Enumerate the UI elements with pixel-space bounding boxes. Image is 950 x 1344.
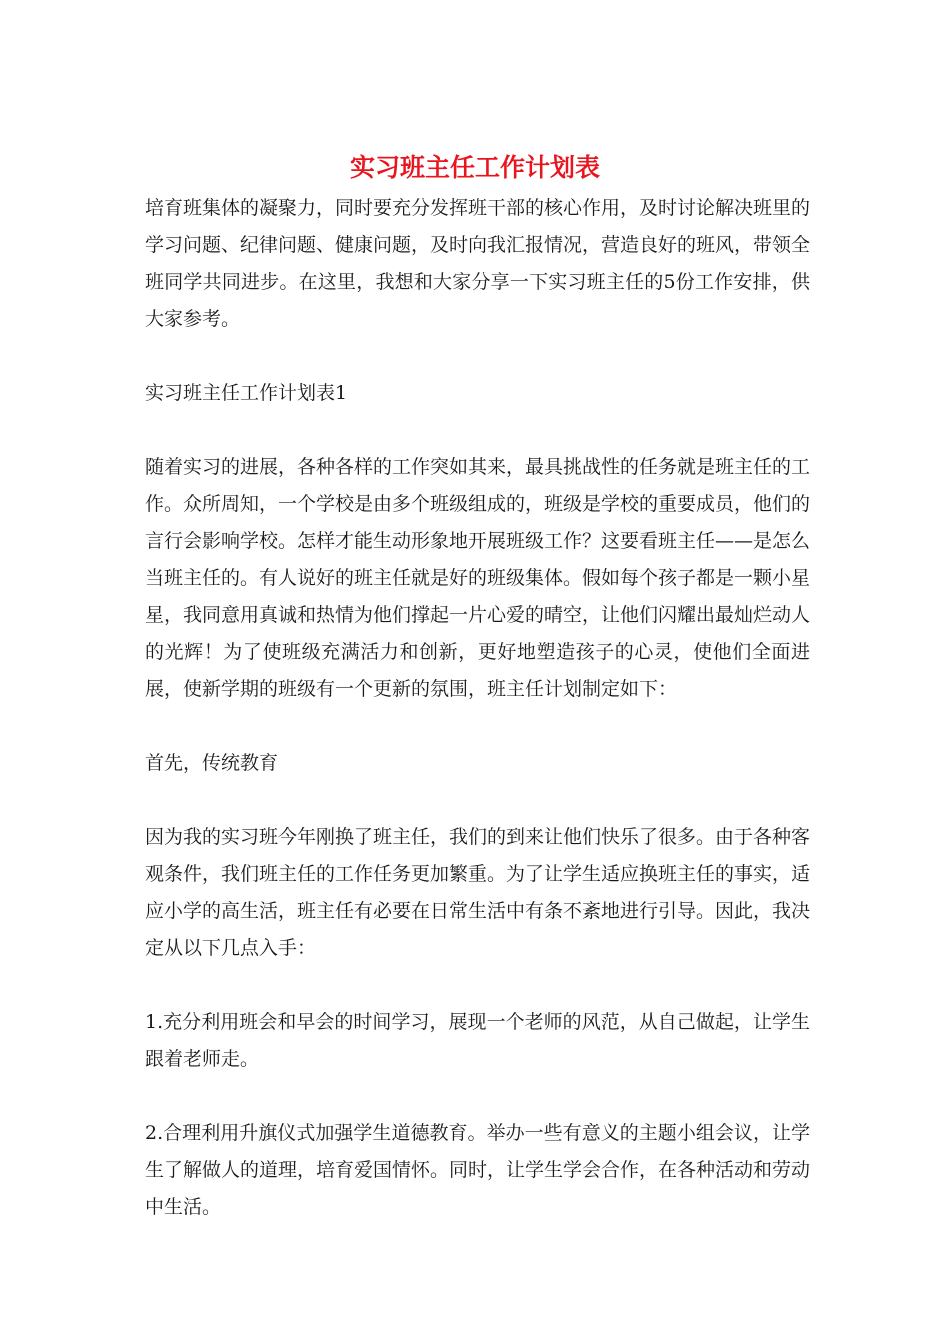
body-paragraph: 因为我的实习班今年刚换了班主任，我们的到来让他们快乐了很多。由于各种客观条件，我们班主任的工作任务更加繁重。为了让学生适应换班主任的事实，适应小学的高生活，班主任有必要在日常生活中有条不紊地进行引导。因此，我决定从以下几点入手： — [145, 826, 811, 959]
list-item: 2.合理利用升旗仪式加强学生道德教育。举办一些有意义的主题小组会议，让学生了解做人的道理，培育爱国情怀。同时，让学生学会合作，在各种活动和劳动中生活。 — [145, 1122, 811, 1218]
document-body — [145, 190, 810, 1263]
body-paragraph: 随着实习的进展，各种各样的工作突如其来，最具挑战性的任务就是班主任的工作。众所周知，一个学校是由多个班级组成的，班级是学校的重要成员，他们的言行会影响学校。怎样才能生动形象地开展班级工作？这要看班主任——是怎么当班主任的。有人说好的班主任就是好的班级集体。假如每个孩子都是一颗小星星，我同意用真诚和热情为他们撑起一片心爱的晴空，让他们闪耀出最灿烂动人的光辉！为了使班级充满活力和创新，更好地塑造孩子的心灵，使他们全面进展，使新学期的班级有一个更新的氛围，班主任计划制定如下： — [145, 456, 811, 700]
intro-paragraph: 培育班集体的凝聚力，同时要充分发挥班干部的核心作用，及时讨论解决班里的学习问题、纪律问题、健康问题，及时向我汇报情况，营造良好的班风，带领全班同学共同进步。在这里，我想和大家分享一下实习班主任的5份工作安排，供大家参考。 — [145, 197, 811, 330]
section-heading: 实习班主任工作计划表1 — [145, 382, 348, 404]
document-title: 实习班主任工作计划表 — [349, 153, 600, 182]
subsection-heading: 首先，传统教育 — [145, 752, 279, 774]
list-item: 1.充分利用班会和早会的时间学习，展现一个老师的风范，从自己做起，让学生跟着老师走。 — [145, 1011, 810, 1070]
